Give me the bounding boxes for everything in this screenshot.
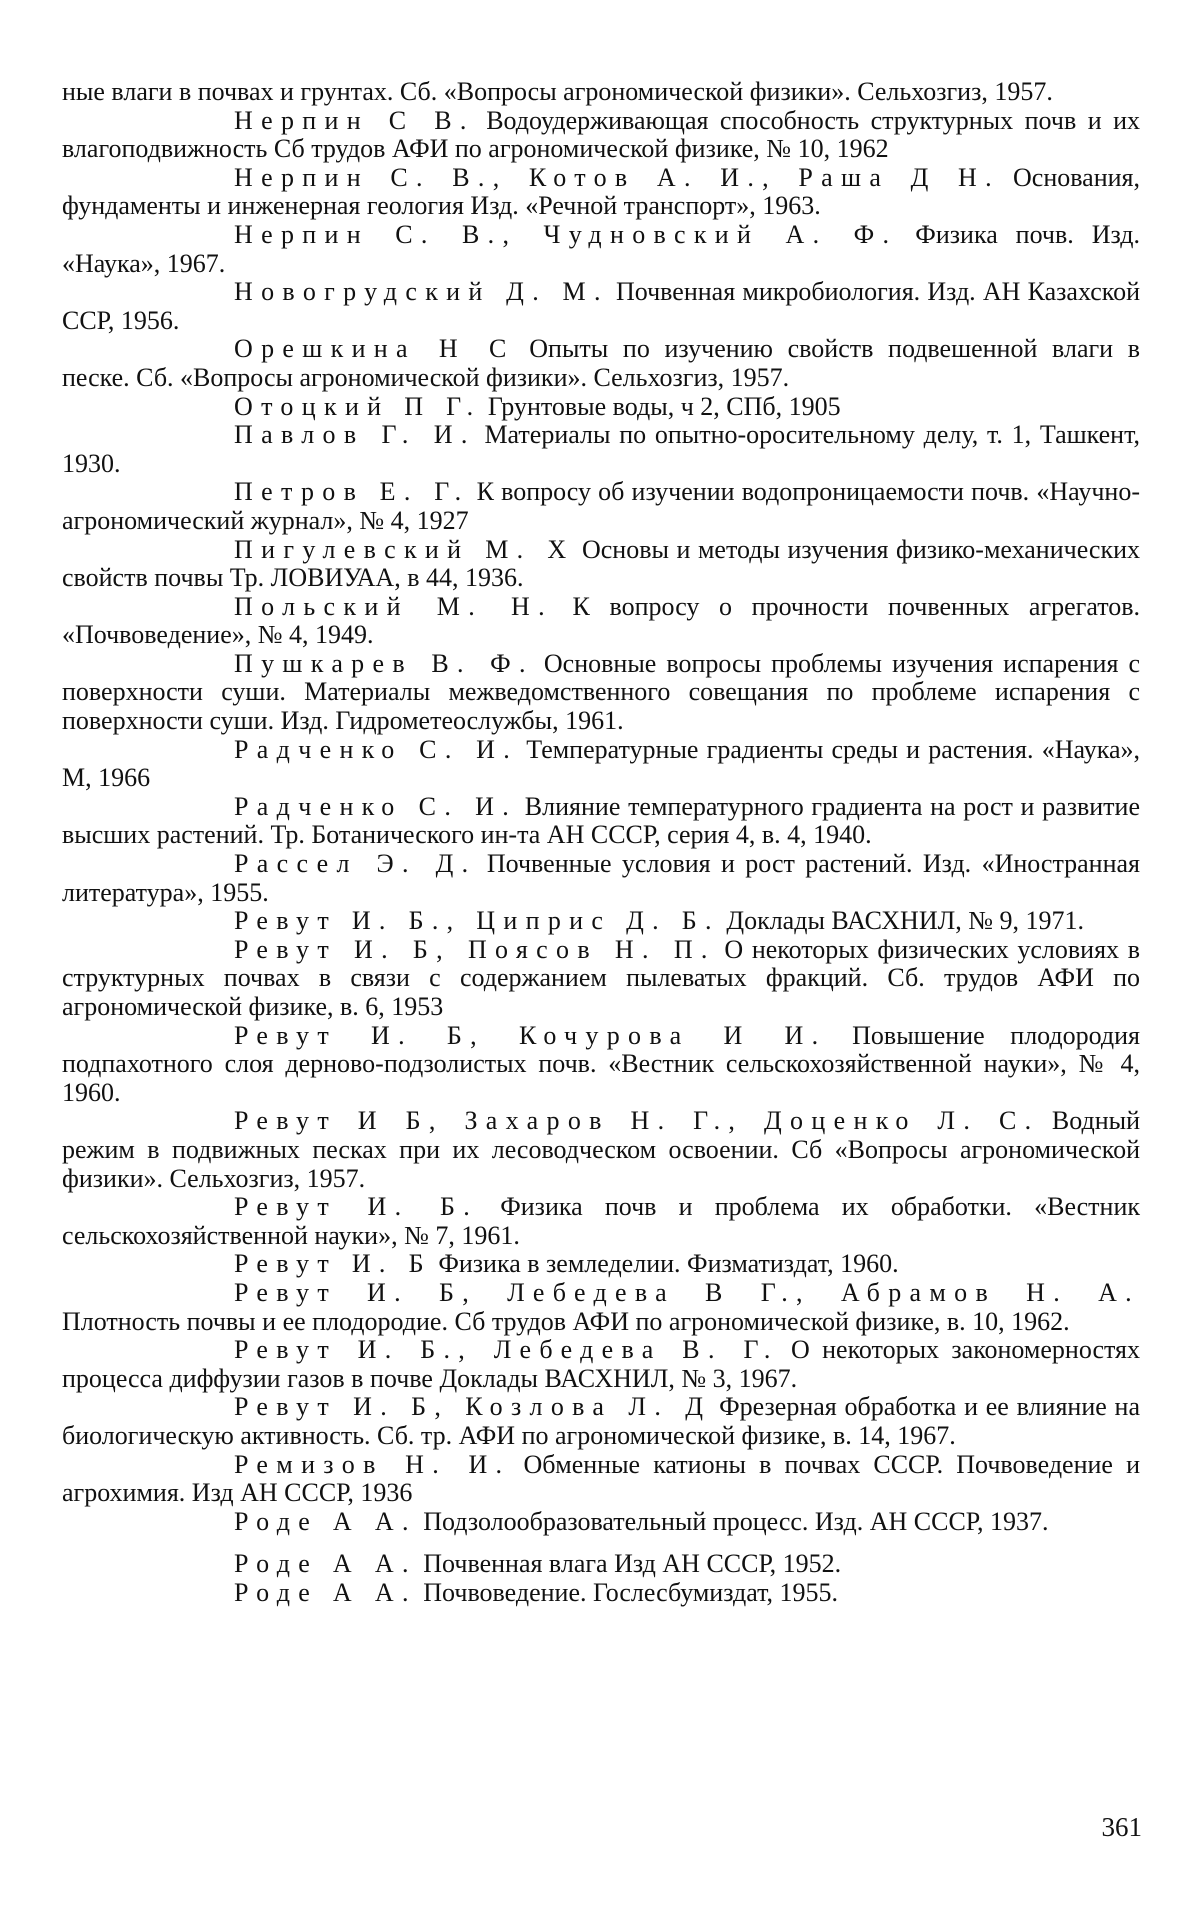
entry-author: Петров Е. Г. [234,477,470,507]
entry-author: Рассел Э. Д. [234,849,477,879]
entry-text: Материалы по опытно-оросительному делу, т. 1, Ташкент, 1930. [62,420,1140,478]
entry-text: Водоудерживающая способность структурных почв и их влагоподвижность Сб трудов АФИ по агрономической физике, № 10, 1962 [62,105,1140,164]
entry-author: Орешкина Н С [234,334,515,364]
entry-text: Влияние температурного градиента на рост и развитие высших растений. Тр. Ботанического ин-та АН СССР, серия 4, в. 4, 1940. [62,791,1140,850]
entry-text: К вопросу об изучении водопроницаемости почв. «Научно-агрономический журнал», № 4, 1927 [62,477,1140,535]
entry-text: Почвоведение. Гослесбумиздат, 1955. [416,1577,839,1607]
bibliography-entry [62,1451,1140,1508]
bibliography-entry [62,936,1140,1022]
entry-text: Опыты по изучению свойств подвешенной влаги в песке. Сб. «Вопросы агрономической физики». Сельхозгиз, 1957. [62,334,1140,392]
bibliography-entry [62,221,1140,278]
entry-author: Ремизов Н. И. [234,1449,511,1479]
entry-author: Пигулевский М. Х [234,534,575,564]
entry-text: Подзолообразовательный процесс. Изд. АН СССР, 1937. [416,1506,1049,1536]
bibliography-entry [62,536,1140,593]
bibliography-entry [62,793,1140,850]
bibliography-entry [62,278,1140,335]
bibliography-entry [62,335,1140,392]
entry-text: Физика почв. Изд. «Наука», 1967. [62,219,1140,278]
entry-author: Ревут И. Б, Козлова Л. Д [234,1392,712,1422]
entry-text: Плотность почвы и ее плодородие. Сб трудов АФИ по агрономической физике, в. 10, 1962. [62,1306,1070,1336]
bibliography-entry [62,1550,1140,1579]
bibliography-entry [62,1250,1140,1279]
bibliography-entry [62,650,1140,736]
entry-text: К вопросу о прочности почвенных агрегатов. «Почвоведение», № 4, 1949. [62,591,1140,650]
bibliography-entry [62,1107,1140,1193]
entry-author: Нерпин С В. [234,105,475,135]
entry-author: Ревут И. Б, Кочурова И И. [234,1020,827,1050]
entry-author: Ревут И. Б [234,1249,432,1279]
bibliography-entry [62,1279,1140,1336]
entry-text: ные влаги в почвах и грунтах. Сб. «Вопросы агрономической физики». Сельхозгиз, 1957. [62,77,1053,106]
entry-author: Польский М. Н. [234,591,553,621]
entry-author: Ревут И. Б. [234,1192,479,1222]
entry-text: Почвенные условия и рост растений. Изд. «Иностранная литература», 1955. [62,849,1140,907]
bibliography-entry [62,593,1140,650]
entry-text: Обменные катионы в почвах СССР. Почвоведение и агрохимия. Изд АН СССР, 1936 [62,1449,1140,1508]
entry-author: Роде А А. [234,1549,417,1579]
entry-text: Физика в земледелии. Физматиздат, 1960. [431,1249,899,1279]
entry-author: Радченко С. И. [234,791,518,821]
entry-text: О некоторых закономерностях процесса диффузии газов в почве Доклады ВАСХНИЛ, № 3, 1967. [62,1335,1140,1393]
bibliography-entry [62,393,1140,422]
entry-author: Павлов Г. И. [234,420,476,450]
entry-text: Почвенная влага Изд АН СССР, 1952. [416,1549,842,1579]
bibliography-entry [62,164,1140,221]
entry-text: Температурные градиенты среды и растения. «Наука», М, 1966 [62,734,1140,793]
entry-text: Основные вопросы проблемы изучения испарения с поверхности суши. Материалы межведомственного совещания по проблеме испарения с поверхности суши. Изд. Гидрометеослужбы, 1961. [62,648,1140,736]
entry-text: Водный режим в подвижных песках при их лесоводческом освоении. Сб «Вопросы агрономической физики». Сельхозгиз, 1957. [62,1106,1140,1193]
page-number: 361 [1101,1812,1142,1842]
entry-text: Почвенная микробиология. Изд. АН Казахской ССР, 1956. [62,277,1140,335]
bibliography-entry [62,907,1140,936]
entry-author: Новогрудский Д. М. [234,277,609,307]
entry-text: Основания, фундаменты и инженерная геология Изд. «Речной транспорт», 1963. [62,162,1140,221]
entry-text: Основы и методы изучения физико-механических свойств почвы Тр. ЛОВИУАА, в 44, 1936. [62,534,1140,593]
bibliography-entry [62,850,1140,907]
bibliography-entry [62,478,1140,535]
entry-author: Ревут И Б, Захаров Н. Г., Доценко Л. С. [234,1106,1040,1136]
entry-author: Ревут И. Б, Лебедева В Г., Абрамов Н. А. [234,1277,1140,1307]
entry-author: Роде А А. [234,1577,417,1607]
entry-author: Пушкарев В. Ф. [234,648,534,678]
entry-author: Нерпин С. В., Котов А. И., Раша Д Н. [234,162,1000,192]
bibliography-entry [62,107,1140,164]
bibliography-entry [62,736,1140,793]
continuation-entry [62,78,1140,107]
entry-text: О некоторых физических условиях в структурных почвах в связи с содержанием пылеватых фракций. Сб. трудов АФИ по агрономической физике, в. 6, 1953 [62,934,1140,1021]
bibliography-entry [62,1508,1140,1537]
entry-author: Ревут И. Б., Лебедева В. Г. [234,1335,779,1365]
bibliography-entry [62,1022,1140,1108]
entry-text: Фрезерная обработка и ее влияние на биологическую активность. Сб. тр. АФИ по агрономической физике, в. 14, 1967. [62,1392,1141,1450]
entry-author: Отоцкий П Г. [234,391,482,421]
entry-text: Доклады ВАСХНИЛ, № 9, 1971. [719,906,1085,936]
entry-author: Нерпин С. В., Чудновский А. Ф. [234,219,898,249]
bibliography-entry [62,1579,1140,1608]
entry-author: Ревут И. Б., Циприс Д. Б. [234,906,720,936]
bibliography-page [62,78,1140,1607]
entry-author: Ревут И. Б, Поясов Н. П. [234,934,716,964]
bibliography-entry [62,1193,1140,1250]
entry-text: Грунтовые воды, ч 2, СПб, 1905 [481,391,841,421]
entry-author: Роде А А. [234,1506,417,1536]
entry-text: Повышение плодородия подпахотного слоя дерново-подзолистых почв. «Вестник сельскохозяйственной науки», № 4, 1960. [62,1020,1141,1107]
bibliography-entry [62,1336,1140,1393]
bibliography-entry [62,1393,1140,1450]
bibliography-entry [62,421,1140,478]
entry-text: Физика почв и проблема их обработки. «Вестник сельскохозяйственной науки», № 7, 1961. [62,1192,1140,1250]
entry-author: Радченко С. И. [234,734,519,764]
